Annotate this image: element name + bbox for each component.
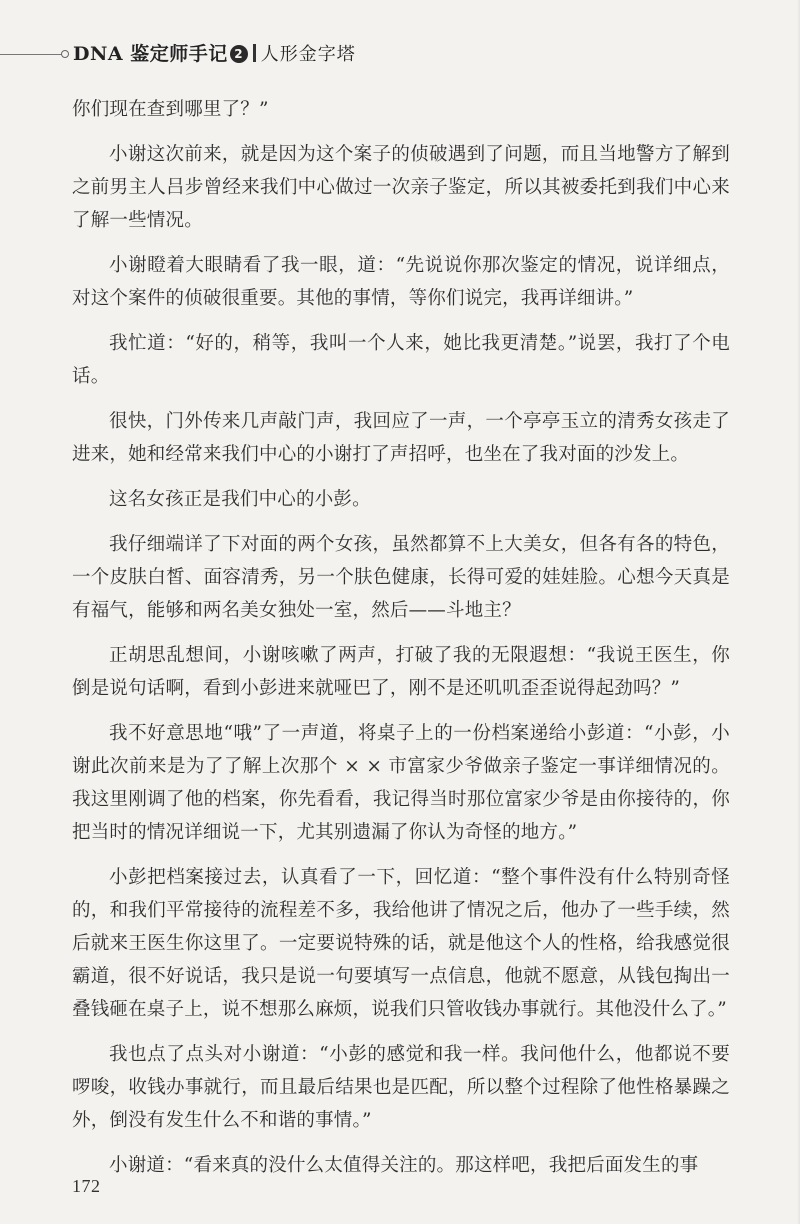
paragraph: 很快，门外传来几声敲门声，我回应了一声，一个亭亭玉立的清秀女孩走了进来，她和经常来我们中心的小谢打了声招呼，也坐在了我对面的沙发上。 [72,411,730,465]
running-header [0,40,800,70]
header-separator-bar [253,44,256,62]
book-subtitle: 人形金字塔 [260,44,356,65]
header-circle-ornament [61,50,69,58]
paragraph: 小谢道：“看来真的没什么太值得关注的。那这样吧，我把后面发生的事 [109,1155,699,1176]
header-rule-line [0,54,62,55]
paragraph: 我忙道：“好的，稍等，我叫一个人来，她比我更清楚。”说罢，我打了个电话。 [72,333,730,387]
paragraph: 我仔细端详了下对面的两个女孩，虽然都算不上大美女，但各有各的特色，一个皮肤白皙、面容清秀，另一个肤色健康，长得可爱的娃娃脸。心想今天真是有福气，能够和两名美女独处一室，然后——斗地主？ [72,534,730,621]
book-title: DNA 鉴定师手记 [73,43,228,65]
paragraph: 正胡思乱想间，小谢咳嗽了两声，打破了我的无限遐想：“我说王医生，你倒是说句话啊，看到小彭进来就哑巴了，刚不是还叽叽歪歪说得起劲吗？” [72,645,730,699]
header-title-block [73,40,356,69]
volume-badge: 2 [230,45,248,63]
paragraph: 我不好意思地“哦”了一声道，将桌子上的一份档案递给小彭道：“小彭，小谢此次前来是为了了解上次那个 × × 市富家少爷做亲子鉴定一事详细情况的。我这里刚调了他的档案，你先看看，我记得当时那位富家少爷是由你接待的，你把当时的情况详细说一下，尤其别遗漏了你认为奇怪的地方。” [72,723,730,843]
paragraph: 你们现在查到哪里了？” [72,99,269,120]
page-number: 172 [72,1176,101,1196]
paragraph: 小谢这次前来，就是因为这个案子的侦破遇到了问题，而且当地警方了解到之前男主人吕步曾经来我们中心做过一次亲子鉴定，所以其被委托到我们中心来了解一些情况。 [72,144,730,231]
paragraph: 我也点了点头对小谢道：“小彭的感觉和我一样。我问他什么，他都说不要啰唆，收钱办事就行，而且最后结果也是匹配，所以整个过程除了他性格暴躁之外，倒没有发生什么不和谐的事情。” [72,1044,730,1131]
paragraph: 小彭把档案接过去，认真看了一下，回忆道：“整个事件没有什么特别奇怪的，和我们平常接待的流程差不多，我给他讲了情况之后，他办了一些手续，然后就来王医生你这里了。一定要说特殊的话，就是他这个人的性格，给我感觉很霸道，很不好说话，我只是说一句要填写一点信息，他就不愿意，从钱包掏出一叠钱砸在桌子上，说不想那么麻烦，说我们只管收钱办事就行。其他没什么了。” [72,867,730,1020]
paragraph: 小谢瞪着大眼睛看了我一眼，道：“先说说你那次鉴定的情况，说详细点，对这个案件的侦破很重要。其他的事情，等你们说完，我再详细讲。” [72,255,730,309]
paragraph: 这名女孩正是我们中心的小彭。 [109,489,371,510]
body-text [72,93,730,1194]
